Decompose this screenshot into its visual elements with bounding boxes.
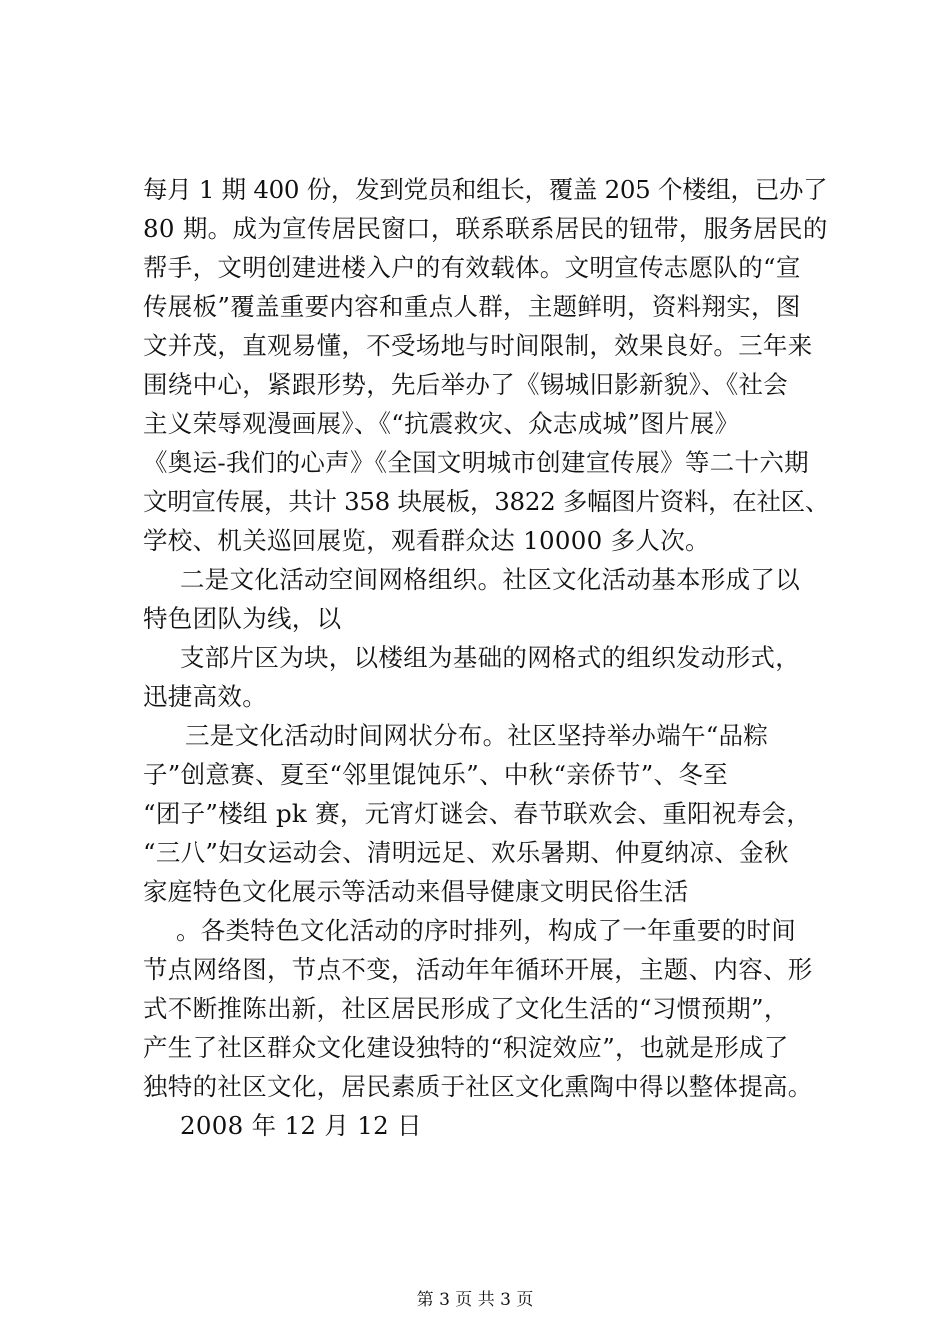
text-line: 传展板”覆盖重要内容和重点人群，主题鲜明，资料翔实，图	[143, 292, 801, 321]
text-line: 2008 年 12 月 12 日	[180, 1111, 422, 1140]
text-line: 独特的社区文化，居民素质于社区文化熏陶中得以整体提高。	[143, 1072, 813, 1101]
text-line: 学校、机关巡回展览，观看群众达 10000 多人次。	[143, 526, 710, 555]
text-line: 二是文化活动空间网格组织。社区文化活动基本形成了以	[180, 565, 800, 594]
text-line: 产生了社区群众文化建设独特的“积淀效应”，也就是形成了	[143, 1033, 789, 1062]
text-line: 式不断推陈出新，社区居民形成了文化生活的“习惯预期”，	[143, 994, 789, 1023]
text-line: 帮手，文明创建进楼入户的有效载体。文明宣传志愿队的“宣	[143, 253, 801, 282]
text-line: 主义荣辱观漫画展》、《“抗震救灾、众志成城”图片展》	[143, 409, 740, 438]
text-line: 家庭特色文化展示等活动来倡导健康文明民俗生活	[143, 877, 689, 906]
text-line: 80 期。成为宣传居民窗口，联系联系居民的钮带，服务居民的	[143, 214, 828, 243]
text-line: 支部片区为块，以楼组为基础的网格式的组织发动形式，	[180, 643, 800, 672]
text-line: 特色团队为线，以	[143, 604, 342, 633]
text-line: 迅捷高效。	[143, 682, 267, 711]
text-line: 三是文化活动时间网状分布。社区坚持举办端午“品粽	[185, 721, 769, 750]
text-line: “团子”楼组 pk 赛，元宵灯谜会、春节联欢会、重阳祝寿会，	[143, 799, 812, 828]
text-line: 文并茂，直观易懂，不受场地与时间限制，效果良好。三年来	[143, 331, 813, 360]
text-line: 《奥运-我们的心声》《全国文明城市创建宣传展》等二十六期	[143, 448, 809, 477]
text-line: “三八”妇女运动会、清明远足、欢乐暑期、仲夏纳凉、金秋	[143, 838, 789, 867]
text-line: 子”创意赛、夏至“邻里馄饨乐”、中秋“亲侨节”、冬至	[143, 760, 728, 789]
body-text	[143, 170, 830, 1145]
text-line: 文明宣传展，共计 358 块展板，3822 多幅图片资料，在社区、	[143, 487, 830, 516]
text-line: 节点网络图，节点不变，活动年年循环开展，主题、内容、形	[143, 955, 813, 984]
text-line: 每月 1 期 400 份，发到党员和组长，覆盖 205 个楼组，已办了	[143, 175, 828, 204]
text-line: 。各类特色文化活动的序时排列，构成了一年重要的时间	[176, 916, 796, 945]
page-footer: 第 3 页 共 3 页	[416, 1290, 534, 1310]
text-line: 围绕中心，紧跟形势，先后举办了《锡城旧影新貌》、《社会	[143, 370, 789, 399]
